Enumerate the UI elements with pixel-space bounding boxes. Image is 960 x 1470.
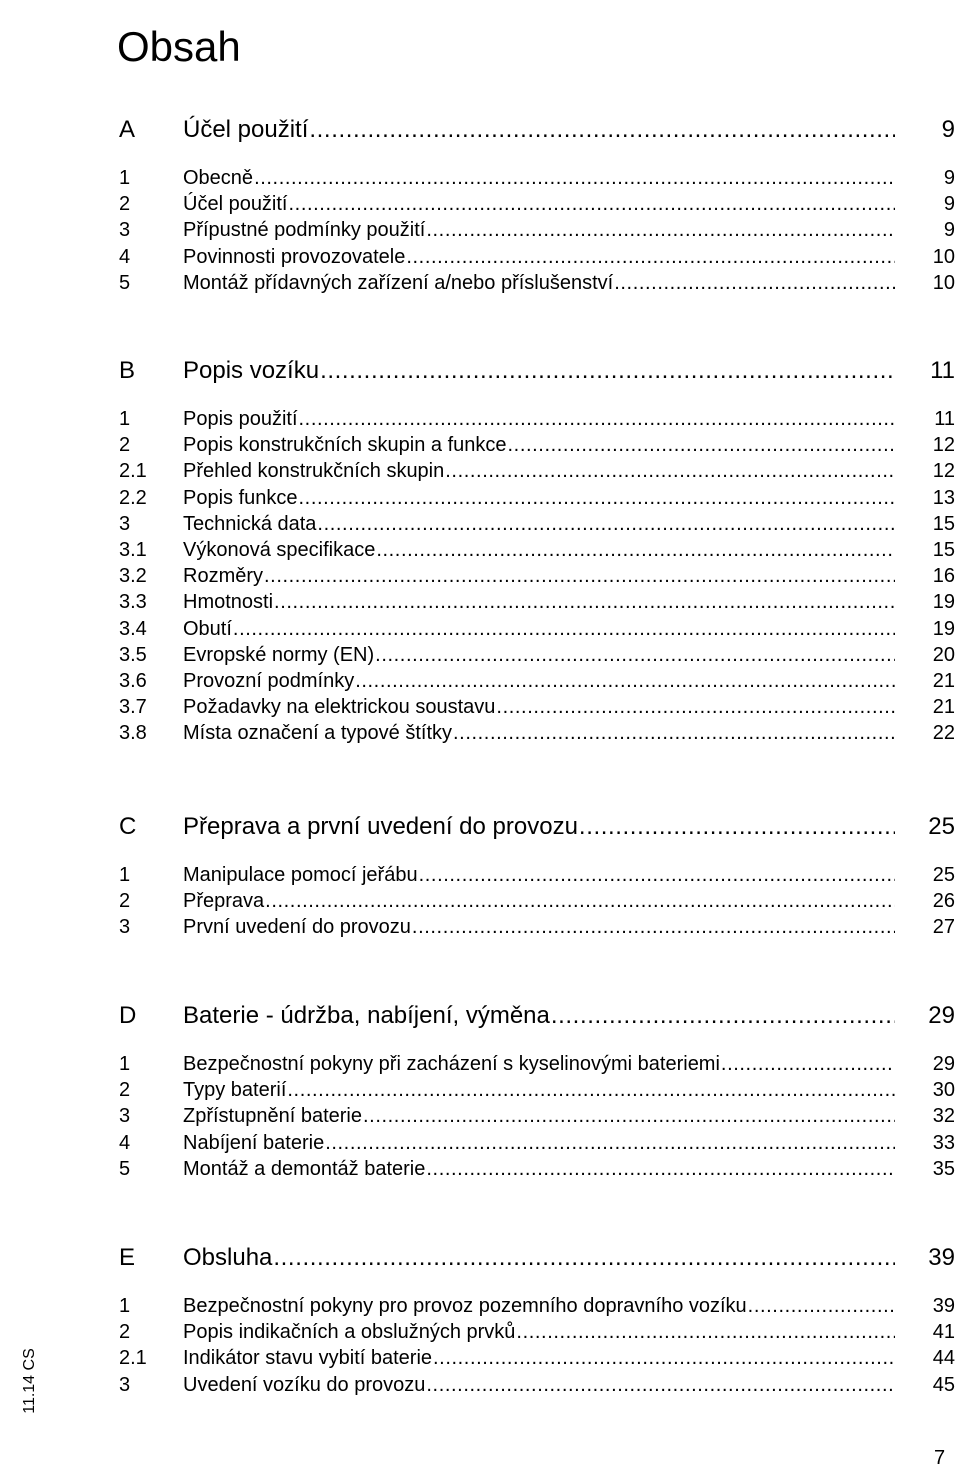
edition-label: 11.14 CS [21, 1348, 38, 1414]
entry-number: 2 [119, 1321, 131, 1344]
section-title: Popis vozíku [183, 357, 320, 384]
entry-title: Účel použití [183, 193, 288, 216]
entry-number: 2 [119, 890, 131, 913]
entry-page: 15 [932, 539, 955, 561]
entry-number: 2 [119, 1079, 131, 1102]
toc-entry[interactable] [119, 270, 955, 296]
dot-leader [453, 720, 895, 746]
entry-page: 32 [932, 1105, 955, 1128]
section-title: Baterie - údržba, nabíjení, výměna [183, 1002, 550, 1029]
entry-title: Provozní podmínky [183, 670, 355, 692]
entry-title: Bezpečnostní pokyny pro provoz pozemního dopravního vozíku [183, 1295, 747, 1317]
entry-page: 19 [932, 591, 955, 614]
dot-leader [614, 270, 895, 296]
entry-title: Povinnosti provozovatele [183, 245, 406, 268]
dot-leader [376, 537, 895, 563]
toc-section[interactable] [119, 812, 955, 842]
section-letter: A [119, 116, 136, 143]
toc-entry[interactable] [119, 511, 955, 537]
entry-number: 3.6 [119, 670, 147, 692]
dot-leader [508, 432, 895, 458]
dot-leader [320, 356, 895, 386]
toc-entry[interactable] [119, 1103, 955, 1129]
dot-leader [426, 1372, 895, 1398]
entry-title: Rozměry [183, 565, 264, 588]
entry-number: 3 [119, 512, 131, 535]
dot-leader [419, 862, 895, 888]
entry-number: 1 [119, 1053, 131, 1075]
toc-entry[interactable] [119, 616, 955, 642]
toc-entry[interactable] [119, 563, 955, 589]
entry-title: Bezpečnostní pokyny při zacházení s kyselinovými bateriemi [183, 1053, 720, 1075]
dot-leader [412, 914, 895, 940]
entry-number: 3.4 [119, 617, 147, 640]
entry-page: 33 [932, 1131, 955, 1154]
toc-section[interactable] [119, 356, 955, 386]
dot-leader [299, 485, 895, 511]
dot-leader [433, 1345, 895, 1371]
entry-title: První uvedení do provozu [183, 916, 411, 939]
entry-title: Montáž a demontáž baterie [183, 1157, 426, 1180]
entry-title: Uvedení vozíku do provozu [183, 1373, 426, 1396]
dot-leader [551, 1001, 895, 1031]
entry-title: Montáž přídavných zařízení a/nebo příslušenství [183, 271, 614, 294]
entry-number: 1 [119, 1295, 131, 1317]
toc-entry[interactable] [119, 406, 955, 432]
toc-entry[interactable] [119, 1130, 955, 1156]
toc-entry[interactable] [119, 668, 955, 694]
dot-leader [579, 812, 895, 842]
entry-number: 3 [119, 1373, 131, 1396]
toc-section[interactable] [119, 1001, 955, 1031]
entry-page: 16 [932, 565, 955, 588]
entry-title: Obecně [183, 167, 254, 189]
dot-leader [445, 458, 895, 484]
entry-number: 1 [119, 167, 131, 189]
entry-number: 2.2 [119, 486, 147, 509]
toc-entry[interactable] [119, 862, 955, 888]
entry-page: 20 [932, 643, 955, 666]
toc-entry[interactable] [119, 1319, 955, 1345]
toc-entry[interactable] [119, 485, 955, 511]
entry-title: Technická data [183, 512, 317, 535]
entry-number: 3.2 [119, 565, 147, 588]
entry-title: Popis funkce [183, 486, 298, 509]
section-page: 29 [928, 1002, 955, 1029]
entry-number: 1 [119, 408, 131, 430]
dot-leader [233, 616, 895, 642]
page-number: 7 [934, 1447, 946, 1469]
entry-page: 22 [932, 722, 955, 745]
entry-number: 3 [119, 1105, 131, 1128]
toc-entry[interactable] [119, 537, 955, 563]
section-page: 25 [928, 813, 955, 840]
dot-leader [299, 406, 895, 432]
entry-page: 25 [932, 864, 955, 886]
entry-page: 12 [932, 434, 955, 457]
entry-page: 13 [932, 486, 955, 509]
toc-entry[interactable] [119, 694, 955, 720]
toc-entry[interactable] [119, 1372, 955, 1398]
entry-page: 9 [943, 167, 955, 189]
dot-leader [309, 115, 895, 145]
dot-leader [265, 888, 895, 914]
entry-title: Výkonová specifikace [183, 539, 376, 561]
section-page: 39 [928, 1244, 955, 1271]
entry-page: 9 [943, 193, 955, 216]
entry-page: 39 [932, 1295, 955, 1317]
dot-leader [325, 1130, 895, 1156]
section-letter: C [119, 813, 137, 840]
entry-page: 21 [932, 696, 955, 719]
entry-number: 5 [119, 271, 131, 294]
dot-leader [516, 1319, 895, 1345]
page-title: Obsah [117, 23, 241, 71]
section-letter: B [119, 357, 136, 384]
entry-number: 2.1 [119, 460, 147, 483]
entry-title: Místa označení a typové štítky [183, 722, 453, 745]
entry-page: 12 [932, 460, 955, 483]
section-title: Obsluha [183, 1244, 273, 1271]
section-page: 11 [930, 357, 955, 384]
dot-leader [264, 563, 895, 589]
entry-page: 35 [932, 1157, 955, 1180]
dot-leader [426, 1156, 895, 1182]
dot-leader [289, 191, 896, 217]
toc-entry[interactable] [119, 191, 955, 217]
entry-number: 2 [119, 434, 131, 457]
entry-title: Přeprava [183, 890, 265, 913]
dot-leader [254, 165, 895, 191]
dot-leader [426, 217, 895, 243]
dot-leader [721, 1051, 895, 1077]
entry-title: Obutí [183, 617, 232, 640]
entry-number: 3.1 [119, 539, 147, 561]
toc-entry[interactable] [119, 217, 955, 243]
entry-title: Popis použití [183, 408, 298, 430]
dot-leader [273, 1243, 895, 1273]
entry-number: 3.7 [119, 696, 147, 719]
toc-entry[interactable] [119, 165, 955, 191]
toc-entry[interactable] [119, 432, 955, 458]
entry-page: 15 [932, 512, 955, 535]
entry-page: 10 [932, 245, 955, 268]
entry-number: 3.8 [119, 722, 147, 745]
entry-page: 30 [932, 1079, 955, 1102]
entry-number: 4 [119, 245, 131, 268]
entry-title: Popis indikačních a obslužných prvků [183, 1321, 516, 1344]
dot-leader [287, 1077, 895, 1103]
toc-entry[interactable] [119, 642, 955, 668]
toc-entry[interactable] [119, 244, 955, 270]
section-page: 9 [941, 116, 955, 143]
entry-number: 2 [119, 193, 131, 216]
entry-title: Nabíjení baterie [183, 1131, 325, 1154]
entry-page: 21 [932, 670, 955, 692]
entry-number: 3 [119, 219, 131, 242]
entry-title: Požadavky na elektrickou soustavu [183, 696, 496, 719]
section-letter: E [119, 1244, 136, 1271]
dot-leader [375, 642, 895, 668]
entry-page: 27 [932, 916, 955, 939]
entry-page: 19 [932, 617, 955, 640]
entry-title: Hmotnosti [183, 591, 274, 614]
toc-entry[interactable] [119, 914, 955, 940]
entry-title: Přehled konstrukčních skupin [183, 460, 445, 483]
toc-entry[interactable] [119, 458, 955, 484]
section-title: Účel použití [183, 116, 309, 143]
entry-page: 11 [934, 408, 955, 430]
entry-title: Zpřístupnění baterie [183, 1105, 362, 1128]
dot-leader [496, 694, 895, 720]
entry-number: 2.1 [119, 1347, 147, 1370]
entry-number: 1 [119, 864, 131, 886]
toc-section[interactable] [119, 115, 955, 145]
entry-page: 29 [932, 1053, 955, 1075]
toc-entry[interactable] [119, 1051, 955, 1077]
toc-entry[interactable] [119, 589, 955, 615]
toc-entry[interactable] [119, 888, 955, 914]
entry-page: 45 [932, 1373, 955, 1396]
entry-title: Indikátor stavu vybití baterie [183, 1347, 433, 1370]
entry-number: 3.5 [119, 643, 147, 666]
entry-title: Popis konstrukčních skupin a funkce [183, 434, 507, 457]
dot-leader [406, 244, 895, 270]
entry-number: 3.3 [119, 591, 147, 614]
section-letter: D [119, 1002, 137, 1029]
toc-entry[interactable] [119, 1293, 955, 1319]
toc-entry[interactable] [119, 720, 955, 746]
entry-page: 10 [932, 271, 955, 294]
entry-page: 26 [932, 890, 955, 913]
dot-leader [748, 1293, 895, 1319]
entry-number: 3 [119, 916, 131, 939]
entry-page: 41 [932, 1321, 955, 1344]
entry-number: 4 [119, 1131, 131, 1154]
entry-number: 5 [119, 1157, 131, 1180]
dot-leader [355, 668, 895, 694]
dot-leader [363, 1103, 895, 1129]
toc-entry[interactable] [119, 1077, 955, 1103]
entry-title: Přípustné podmínky použití [183, 219, 426, 242]
section-title: Přeprava a první uvedení do provozu [183, 813, 578, 840]
entry-page: 9 [943, 219, 955, 242]
dot-leader [274, 589, 895, 615]
entry-title: Typy baterií [183, 1079, 287, 1102]
toc-section[interactable] [119, 1243, 955, 1273]
entry-page: 44 [932, 1347, 955, 1370]
dot-leader [317, 511, 895, 537]
entry-title: Manipulace pomocí jeřábu [183, 864, 418, 886]
toc-entry[interactable] [119, 1156, 955, 1182]
toc-entry[interactable] [119, 1345, 955, 1371]
entry-title: Evropské normy (EN) [183, 643, 375, 666]
